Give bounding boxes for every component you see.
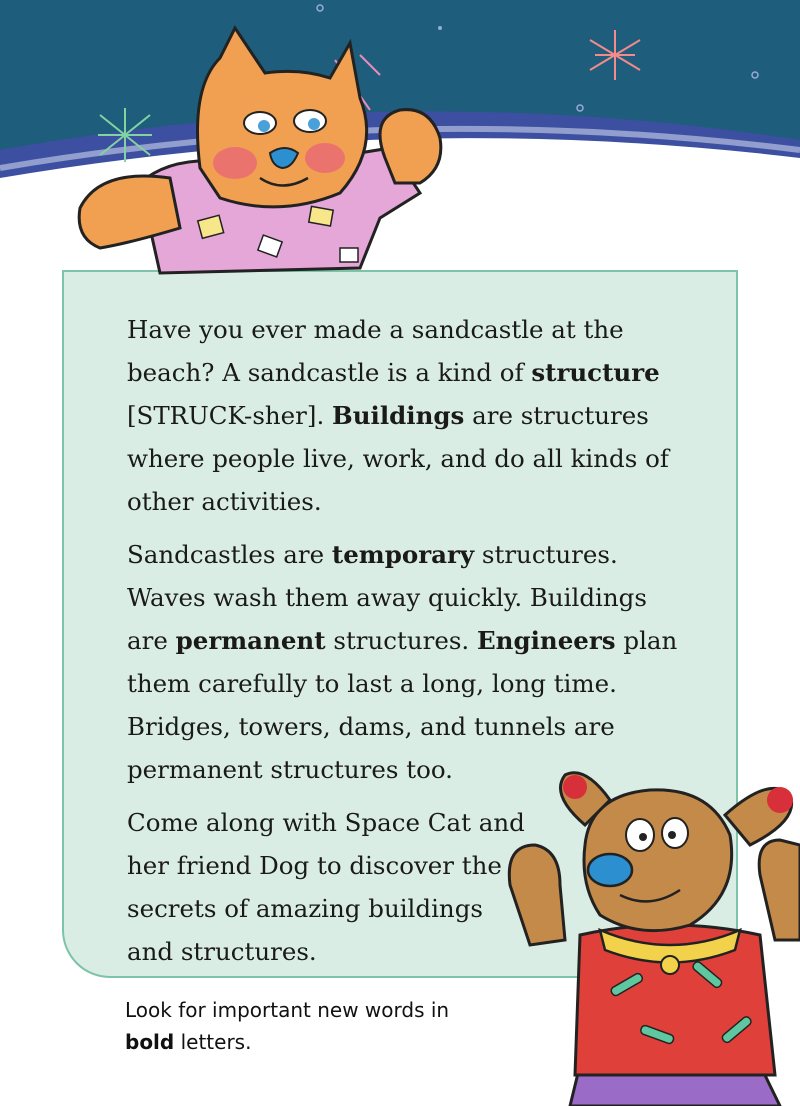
text-line: Come along with Space Cat and bbox=[127, 808, 525, 837]
text-line: and structures. bbox=[127, 937, 317, 966]
bold-word: temporary bbox=[331, 540, 475, 569]
text-run: are structures where people live, work, and do all kinds of other activities. bbox=[127, 401, 669, 516]
text-line: her friend Dog to discover the bbox=[127, 851, 502, 880]
dog-illustration bbox=[490, 765, 800, 1106]
footnote bbox=[125, 994, 545, 1058]
text-run: [STRUCK-sher]. bbox=[127, 401, 333, 430]
bold-word: Buildings bbox=[332, 401, 465, 430]
text-run: structures. bbox=[325, 626, 477, 655]
paragraph-1 bbox=[127, 308, 687, 523]
bold-word: Engineers bbox=[476, 626, 616, 655]
footnote-line: Look for important new words in bbox=[125, 998, 450, 1022]
bold-word: permanent bbox=[175, 626, 326, 655]
footnote-line: letters. bbox=[174, 1030, 252, 1054]
text-run: structures. Waves wash them away quickly. Buildings are bbox=[127, 540, 647, 655]
text-run: Have you ever made a sandcastle at the beach? A sandcastle is a kind of bbox=[127, 315, 624, 387]
bold-word: structure bbox=[531, 358, 660, 387]
text-line: secrets of amazing buildings bbox=[127, 894, 483, 923]
space-cat-illustration bbox=[60, 18, 470, 280]
text-run: plan them carefully to last a long, long time. Bridges, towers, dams, and tunnels are permanent structures too. bbox=[127, 626, 678, 784]
text-run: Sandcastles are bbox=[127, 540, 332, 569]
bold-word: bold bbox=[125, 1030, 175, 1054]
paragraph-2 bbox=[127, 533, 687, 791]
